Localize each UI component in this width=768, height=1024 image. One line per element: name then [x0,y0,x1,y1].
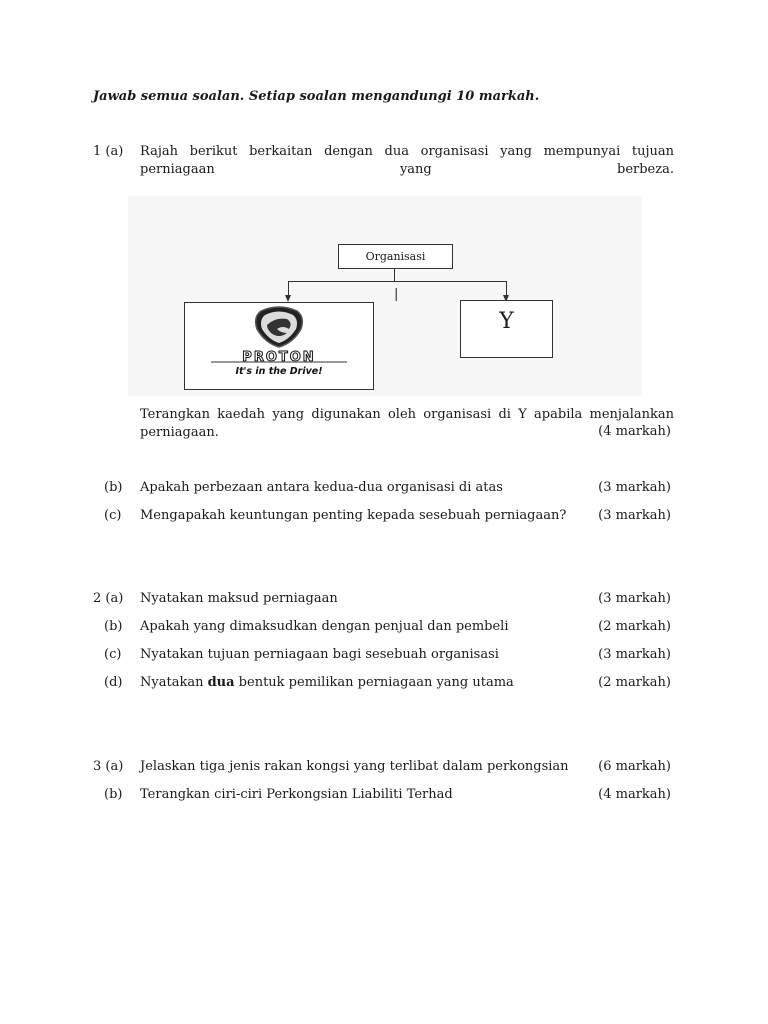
organisation-diagram [128,196,642,396]
instructions: Jawab semua soalan. Setiap soalan mengandungi 10 markah. [93,89,540,104]
connector-horizontal [288,281,507,282]
q1c-marks: (3 markah) [598,508,671,523]
q3a-marks: (6 markah) [598,759,671,774]
diagram-root-label: Organisasi [365,250,426,263]
q1b-text: Apakah perbezaan antara kedua-dua organisasi di atas [140,480,503,495]
q1a-question-line1 [140,406,674,442]
proton-tagline: It's in the Drive! [235,366,323,377]
q2b-marks: (2 markah) [598,619,671,634]
q1b-label: (b) [104,480,123,495]
q3a-text: Jelaskan tiga jenis rakan kongsi yang terlibat dalam perkongsian [140,759,569,774]
q1a-marks: (4 markah) [598,424,671,439]
q2d-marks: (2 markah) [598,675,671,690]
q1a-question: Terangkan kaedah yang digunakan oleh organisasi di Y apabila menjalankan perniagaan. [140,407,674,440]
q1b-marks: (3 markah) [598,480,671,495]
q2d-text [140,675,514,690]
arrow-left-icon [285,295,291,302]
q2c-text: Nyatakan tujuan perniagaan bagi sesebuah organisasi [140,647,499,662]
q2a-text: Nyatakan maksud perniagaan [140,591,338,606]
diagram-root-box [338,244,453,269]
q2b-text: Apakah yang dimaksudkan dengan penjual dan pembeli [140,619,509,634]
q2b-label: (b) [104,619,123,634]
q1-number: 1 (a) [93,144,124,159]
q2d-text-after: bentuk pemilikan perniagaan yang utama [234,675,514,690]
q3b-text: Terangkan ciri-ciri Perkongsian Liabiliti Terhad [140,787,453,802]
q2d-text-before: Nyatakan [140,675,208,690]
connector-right-drop [506,281,507,295]
q1c-label: (c) [104,508,122,523]
y-box [460,300,553,358]
proton-logo-text: PROTON [242,350,316,365]
connector-vertical [394,268,395,281]
q2-number: 2 (a) [93,591,124,606]
q3b-label: (b) [104,787,123,802]
q1-intro: Rajah berikut berkaitan dengan dua organisasi yang mempunyai tujuan perniagaan yang berbeza. [140,144,674,177]
q3-number: 3 (a) [93,759,124,774]
q3b-marks: (4 markah) [598,787,671,802]
q2c-marks: (3 markah) [598,647,671,662]
center-mark: | [394,287,399,302]
q2d-text-bold: dua [207,675,235,690]
q2c-label: (c) [104,647,122,662]
q2a-marks: (3 markah) [598,591,671,606]
proton-box [184,302,374,390]
connector-left-drop [288,281,289,295]
q2d-label: (d) [104,675,123,690]
q1c-text: Mengapakah keuntungan penting kepada sesebuah perniagaan? [140,508,567,523]
y-label: Y [499,309,514,334]
